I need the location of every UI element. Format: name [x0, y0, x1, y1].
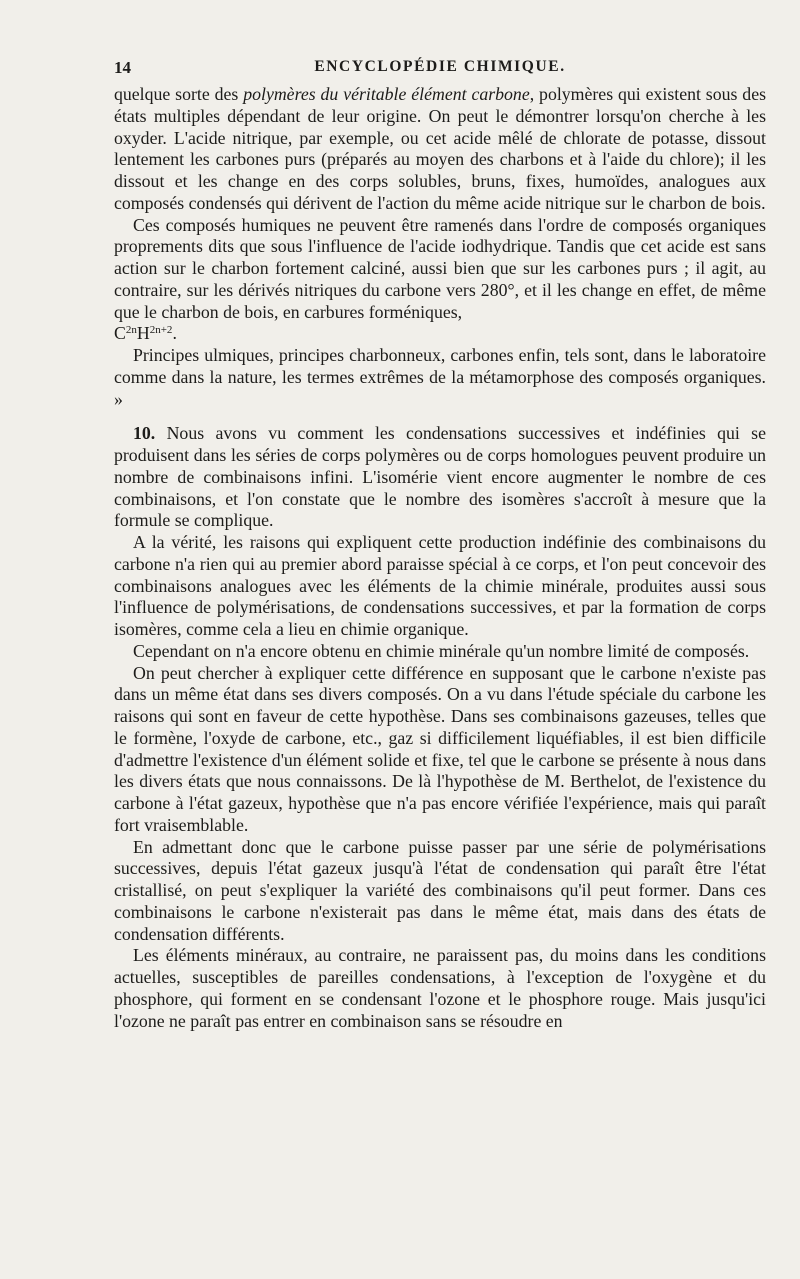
p1-italic: polymères du véritable élément carbone [243, 84, 530, 104]
page-number: 14 [114, 58, 131, 77]
section-gap [114, 410, 766, 423]
p1-before: quelque sorte des [114, 84, 244, 104]
formula-end: . [172, 323, 177, 344]
formula-h-superscript: 2n+2 [149, 324, 173, 337]
paragraph-7: On peut chercher à expliquer cette différence en supposant que le carbone n'existe pas dans un même état dans ses divers composés. On a vu dans l'étude spéciale du carbone les raisons qui sont en faveur de cette hypothèse. Dans ses combinaisons gazeuses, telles que le formène, l'oxyde de carbone, etc., gaz si difficilement liquéfiables, il est bien difficile d'admettre l'existence d'un élément solide et fixe, tel que le carbone se présente à nous dans les divers états que nous connaissons. De là l'hypothèse de M. Berthelot, de l'existence du carbone à l'état gazeux, hypothèse que n'a pas encore vérifiée l'expérience, mais qui paraît fort vraisemblable. [114, 662, 766, 835]
paragraph-1 [114, 84, 766, 215]
paragraph-6: Cependant on n'a encore obtenu en chimie minérale qu'un nombre limité de composés. [133, 640, 750, 661]
section-number: 10. [133, 423, 156, 444]
paragraph-8: En admettant donc que le carbone puisse passer par une série de polymérisations successives, depuis l'état gazeux jusqu'à l'état de condensation qui paraît être l'état cristallisé, on peut s'expliquer la variété des combinaisons qu'il peut former. Dans ces combinaisons le carbone n'existerait pas dans le même état, mais dans des états de condensation différents. [114, 836, 766, 944]
formula-h: H [136, 323, 150, 344]
body-text [114, 84, 766, 1032]
paragraph-9: Les éléments minéraux, au contraire, ne paraissent pas, du moins dans les conditions actuelles, susceptibles de pareilles condensations, à l'exception de l'oxygène et du phosphore, qui forment en se condensant l'ozone et le phosphore rouge. Mais jusqu'ici l'ozone ne paraît pas entrer en combinaison sans se résoudre en [114, 945, 766, 1031]
paragraph-5: A la vérité, les raisons qui expliquent cette production indéfinie des combinaisons du carbone n'a rien qui au premier abord paraisse spécial à ce corps, et l'on peut concevoir des combinaisons analogues avec les éléments de la chimie minérale, produites aussi sous l'influence de polymérisations, de condensations successives, et par la formation de corps isomères, comme cela a lieu en chimie organique. [114, 532, 766, 639]
paragraph-2 [114, 215, 766, 346]
p2-text: Ces composés humiques ne peuvent être ramenés dans l'ordre de composés organiques proprements dits que sous l'influence de l'acide iodhydrique. Tandis que cet acide est sans action sur le charbon fortement calciné, aussi bien que sur les carbones purs ; il agit, au contraire, sur les dérivés nitriques du carbone vers 280°, et il les change en effet, de même que le charbon de bois, en carbures forméniques, [114, 214, 766, 322]
p4-text: Nous avons vu comment les condensations successives et indéfinies qui se produisent dans les séries de corps polymères ou de corps homologues peuvent produire un nombre de combinaisons infini. L'isomérie vient encore augmenter le nombre de ces combinaisons, et l'on constate que le nombre des isomères s'accroît à mesure que la formule se complique. [114, 423, 766, 531]
formula-c-superscript: 2n [125, 324, 137, 337]
running-title: ENCYCLOPÉDIE CHIMIQUE. [314, 58, 566, 75]
paragraph-4 [114, 423, 766, 532]
page-header [114, 58, 766, 82]
formula-c: C [114, 323, 126, 344]
paragraph-3: Principes ulmiques, principes charbonneux, carbones enfin, tels sont, dans le laboratoire comme dans la nature, les termes extrêmes de la métamorphose des composés organiques. » [114, 345, 766, 409]
p1-after: , polymères qui existent sous des états multiples dépendant de leur origine. On peut le démontrer lorsqu'on cherche à les oxyder. L'acide nitrique, par exemple, ou cet acide mêlé de chlorate de potasse, dissout lentement les carbones purs (préparés au moyen des charbons et à l'aide du chlore); il les dissout et les change en des corps solubles, bruns, fixes, humoïdes, analogues aux composés condensés qui dérivent de l'action du même acide nitrique sur le charbon de bois. [114, 84, 767, 213]
